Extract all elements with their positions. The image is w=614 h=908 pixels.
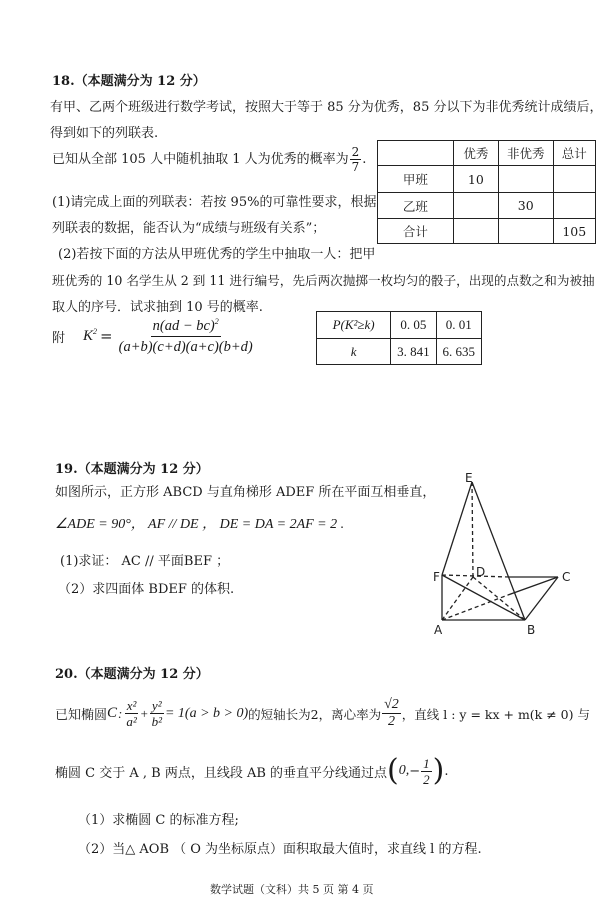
colon: : <box>118 705 123 721</box>
x-squared: x² <box>126 698 137 713</box>
k2-formula <box>52 318 256 355</box>
table-cell: 乙班 <box>378 193 454 219</box>
q20-line1-prefix: 已知椭圆 <box>55 708 108 723</box>
q19-part2: （2）求四面体 BDEF 的体积. <box>58 582 235 597</box>
geometry-figure <box>420 460 600 640</box>
label-F: F <box>433 570 440 584</box>
q18-line1: 有甲、乙两个班级进行数学考试，按照大于等于 85 分为优秀，85 分以下为非优秀统计成绩后， <box>50 100 603 115</box>
table-row <box>317 312 482 339</box>
point-y-sign: − <box>409 763 421 779</box>
q19-line1: 如图所示，正方形 ABCD 与直角梯形 ADEF 所在平面互相垂直， <box>55 485 436 500</box>
formula-fraction <box>117 318 255 355</box>
q19-heading: 19.（本题满分为 12 分） <box>55 462 209 477</box>
formula-k: K <box>83 328 94 345</box>
ellipse-name: C <box>107 705 118 721</box>
b-squared: b² <box>151 714 162 729</box>
table-header-cell: 优秀 <box>453 141 498 166</box>
label-D: D <box>476 565 486 579</box>
formula-denominator: (a+b)(c+d)(a+c)(b+d) <box>118 339 253 356</box>
point-y-fraction <box>421 757 432 786</box>
table-cell: 0. 01 <box>436 312 481 339</box>
q18-given <box>52 146 366 173</box>
edge-EF <box>442 482 472 575</box>
label-A: A <box>434 623 443 637</box>
q18-part2-line3: 取人的序号．试求抽到 10 号的概率. <box>52 300 263 315</box>
eccentricity-numerator: √2 <box>384 697 399 712</box>
eccentricity-denominator: 2 <box>387 714 395 729</box>
table-row <box>378 219 596 244</box>
critical-values-table <box>316 311 482 365</box>
q18-part1-line1: (1)请完成上面的列联表：若按 95%的可靠性要求，根据 <box>52 195 377 210</box>
right-paren: ) <box>432 753 445 788</box>
equation-condition: = 1(a > b > 0) <box>164 705 249 721</box>
table-row <box>378 166 596 193</box>
q20-line1-suffix: ，直线 l : y = kx + m(k ≠ 0) 与 <box>401 706 590 722</box>
q18-part2-line1: (2)若按下面的方法从甲班优秀的学生中抽取一人：把甲 <box>58 247 376 262</box>
a-squared: a² <box>126 714 137 729</box>
table-cell <box>498 219 553 244</box>
q18-given-prefix: 已知从全部 105 人中随机抽取 1 人为优秀的概率为 <box>52 152 349 167</box>
formula-numerator-text: n(ad − bc) <box>152 317 215 334</box>
point-x: 0, <box>398 763 410 778</box>
table-cell: 3. 841 <box>391 339 436 365</box>
formula-numerator-exponent: 2 <box>214 317 219 326</box>
table-cell: P(K²≥k) <box>317 312 391 339</box>
table-cell <box>553 193 595 219</box>
eccentricity-fraction <box>382 698 401 729</box>
q18-heading: 18.（本题满分为 12 分） <box>52 74 206 89</box>
table-cell: 0. 05 <box>391 312 436 339</box>
table-cell: 合计 <box>378 219 454 244</box>
q18-given-suffix: . <box>362 152 367 167</box>
q18-line2: 得到如下的列联表. <box>50 126 159 141</box>
q18-given-fraction <box>350 146 362 173</box>
q20-line1 <box>55 698 590 729</box>
formula-lhs <box>83 327 97 345</box>
q20-line2 <box>55 753 449 788</box>
point-y-numerator: 1 <box>423 755 430 771</box>
y-squared: y² <box>151 698 162 713</box>
table-header-cell <box>378 141 454 166</box>
q20-part1: （1）求椭圆 C 的标准方程; <box>78 813 239 828</box>
edge-ED <box>472 482 473 577</box>
table-cell: 甲班 <box>378 166 454 193</box>
point-y-denominator: 2 <box>423 771 430 787</box>
q19-part1: (1)求证： AC // 平面BEF ； <box>60 554 230 569</box>
table-cell <box>553 166 595 193</box>
label-B: B <box>527 623 536 637</box>
q20-line1-mid: 的短轴长为2，离心率为 <box>248 706 382 722</box>
table-cell: k <box>317 339 391 365</box>
page-footer: 数学试题（文科）共 5 页 第 4 页 <box>210 883 374 896</box>
fraction-numerator: 2 <box>351 145 360 159</box>
table-row <box>378 193 596 219</box>
label-E: E <box>465 471 473 485</box>
table-cell <box>453 193 498 219</box>
plus-sign: + <box>139 705 149 721</box>
table-cell: 30 <box>498 193 553 219</box>
table-cell: 105 <box>553 219 595 244</box>
edge-AC-hidden <box>442 595 508 620</box>
table-cell <box>498 166 553 193</box>
x-fraction <box>124 699 138 728</box>
q20-line2-prefix: 椭圆 C 交于 A , B 两点，且线段 AB 的垂直平分线通过点 <box>55 765 388 781</box>
table-header-cell: 非优秀 <box>498 141 553 166</box>
edge-FB <box>442 575 525 620</box>
q18-part2-line2: 班优秀的 10 名学生从 2 到 11 进行编号，先后两次抛掷一枚均匀的骰子，出现的点数之和为被抽 <box>52 273 595 288</box>
table-header-cell: 总计 <box>553 141 595 166</box>
table-cell: 6. 635 <box>436 339 481 365</box>
contingency-table <box>377 140 596 244</box>
q20-heading: 20.（本题满分为 12 分） <box>55 667 209 682</box>
appendix-label: 附 <box>52 330 66 346</box>
y-fraction <box>150 699 164 728</box>
left-paren: ( <box>387 753 399 788</box>
q20-line2-suffix: . <box>444 763 449 779</box>
table-cell <box>453 219 498 244</box>
formula-equals: = <box>100 327 113 346</box>
table-cell: 10 <box>453 166 498 193</box>
formula-numerator <box>151 318 221 337</box>
fraction-denominator: 7 <box>351 160 360 174</box>
q19-line2: ∠ADE = 90°， AF // DE ， DE = DA = 2AF = 2 . <box>55 517 345 532</box>
q20-part2: （2）当△ AOB （ O 为坐标原点）面积取最大值时，求直线 l 的方程. <box>78 842 482 857</box>
edge-EB <box>472 482 525 620</box>
label-C: C <box>562 570 571 584</box>
formula-exponent: 2 <box>93 327 98 337</box>
table-row <box>317 339 482 365</box>
q18-part1-line2: 列联表的数据，能否认为“成绩与班级有关系”； <box>52 221 326 236</box>
